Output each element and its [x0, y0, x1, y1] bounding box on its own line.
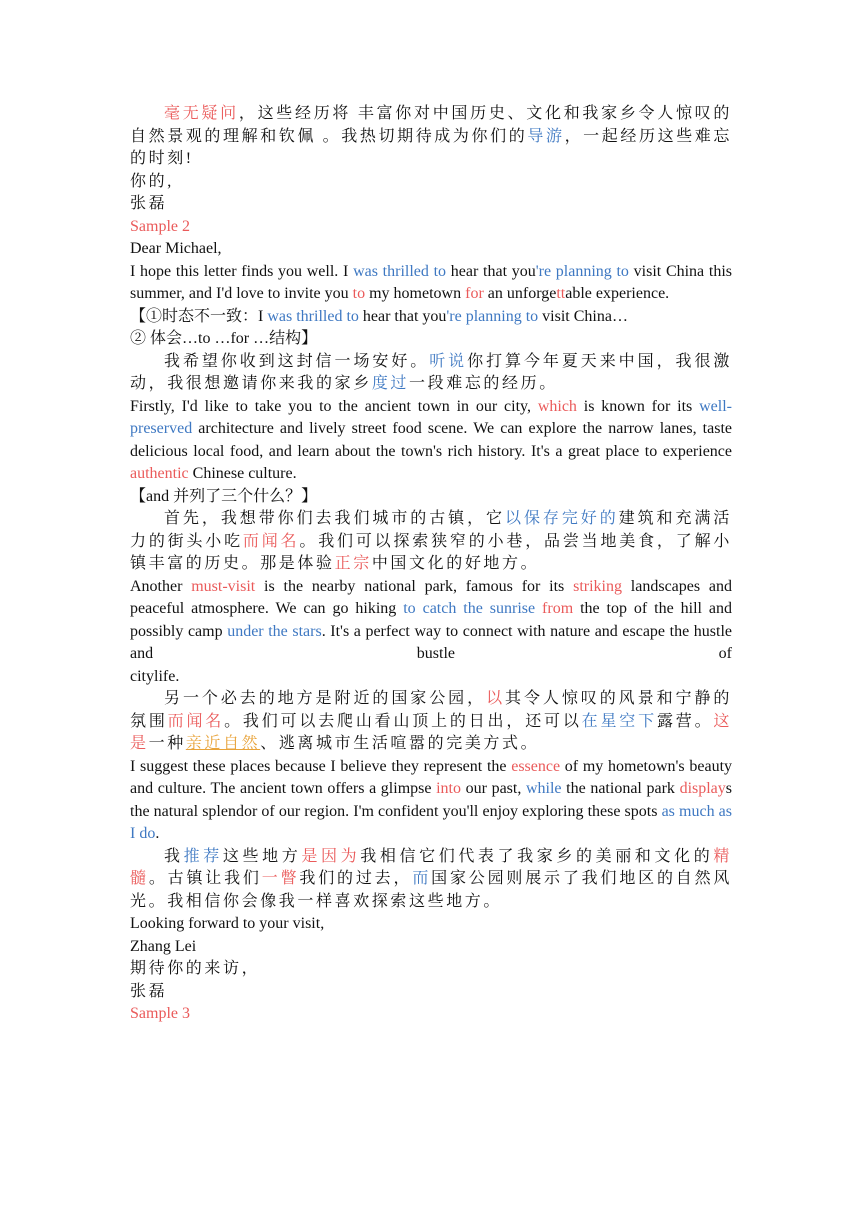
highlight-phrase: as much as I do: [130, 802, 733, 842]
text-run: 。我们可以探索狭窄的小巷，品尝当地美食，了解小镇丰富的历史。那是体验: [130, 532, 732, 572]
text-run: .: [155, 825, 160, 842]
highlight-phrase: 推荐: [183, 847, 223, 865]
highlight-phrase: 是因为: [301, 847, 361, 865]
text-run: 。我们可以去爬山看山顶上的日出，还可以: [224, 712, 582, 730]
highlight-phrase: essence: [511, 757, 561, 775]
text-run: ，一起经历这些难忘的时刻!: [130, 127, 733, 167]
text-run: 露营。: [656, 712, 714, 730]
text-run: 其令人惊叹的风景和宁静的氛围: [130, 690, 733, 730]
english-paragraph-reasons: [130, 756, 732, 846]
chinese-paragraph-conclusion: [130, 103, 732, 171]
text-run: Chinese culture.: [188, 465, 297, 482]
text-run: 国家公园则展示了我们地区的自然风光。我相信你会像我一样喜欢探索这些地方。: [130, 870, 733, 910]
text-run: our past,: [461, 780, 526, 797]
text-run: I suggest these places because I believe they represent the: [130, 757, 512, 775]
highlight-phrase: 以保存完好的: [505, 510, 619, 527]
highlight-phrase: 以: [486, 690, 506, 707]
text-run: 、逃离城市生活喧嚣的完美方式。: [260, 735, 540, 752]
text-run: visit China…: [538, 307, 628, 325]
highlight-phrase: 精髓: [130, 847, 732, 887]
highlight-phrase: 在星空下: [581, 712, 657, 730]
text-run: 你打算今年夏天来中国，我很激动，我很想邀请你来我的家乡: [130, 352, 733, 392]
closing-line: 期待你的来访，: [130, 960, 261, 977]
text-run: my hometown: [365, 285, 466, 302]
text-run: 【①时态不一致：I: [130, 307, 268, 325]
text-run: 我: [164, 847, 184, 865]
highlight-phrase: 正宗: [334, 555, 372, 572]
highlight-phrase: 而闻名: [167, 712, 225, 730]
letter-greeting: Dear Michael,: [130, 240, 222, 257]
text-run: architecture and lively street food scene. We can explore the narrow lanes, taste delicious local food, and learn about the town's rich history. It's a great place to experience: [130, 420, 732, 460]
text-run: is known for its: [576, 397, 700, 415]
signature: Zhang Lei: [130, 937, 197, 955]
highlight-phrase: 听说: [429, 352, 468, 370]
text-run: 我相信它们代表了我家乡的美丽和文化的: [360, 847, 714, 865]
highlight-phrase: while: [525, 780, 562, 797]
highlight-phrase: was thrilled to: [353, 262, 447, 280]
highlight-phrase: 亲近自然: [185, 735, 261, 752]
text-run: 一种: [148, 735, 186, 752]
text-run: is the nearby national park, famous for its: [255, 577, 574, 595]
text-run: 一段难忘的经历。: [409, 375, 558, 392]
highlight-phrase: must-visit: [191, 577, 256, 595]
text-run: hear that you: [446, 262, 536, 280]
highlight-phrase: 而闻名: [242, 532, 300, 550]
highlight-phrase: under the stars: [227, 622, 322, 640]
annotation-note: [130, 306, 732, 329]
document-page: [130, 103, 732, 1026]
text-run: 建筑和充满活力的街头小吃: [130, 510, 732, 550]
highlight-phrase: 毫无疑问: [164, 105, 239, 122]
highlight-phrase: 这是: [130, 712, 733, 752]
highlight-phrase: was thrilled to: [267, 307, 359, 325]
text-run: hear that you: [358, 307, 447, 325]
text-run: Firstly, I'd like to take you to the ancient town in our city,: [130, 397, 538, 415]
english-paragraph-park-end: citylife.: [130, 667, 180, 685]
sample-heading: Sample 3: [130, 1005, 190, 1022]
highlight-phrase: which: [537, 397, 577, 415]
highlight-phrase: 而: [412, 870, 432, 887]
signature: 张磊: [130, 195, 168, 212]
highlight-phrase: display: [679, 780, 726, 797]
closing-line: 你的,: [130, 172, 174, 190]
text-run: able experience.: [565, 285, 670, 302]
highlight-phrase: 度过: [371, 375, 410, 392]
text-run: ，这些经历将 丰富你对中国历史、文化和我家乡令人惊叹的自然景观的理解和钦佩 。我热切期待成为你们的: [130, 105, 732, 145]
chinese-translation-intro: [130, 351, 732, 396]
chinese-translation-reasons: [130, 846, 732, 914]
highlight-phrase: striking: [573, 577, 622, 595]
highlight-phrase: 导游: [527, 127, 565, 145]
chinese-translation-park: [130, 688, 732, 756]
text-run: of my hometown's beauty and culture. The ancient town offers a glimpse: [130, 757, 733, 797]
highlight-phrase: into: [436, 780, 461, 797]
text-run: 另一个必去的地方是附近的国家公园，: [164, 690, 487, 707]
text-run: visit China this summer, and I'd love to invite you: [130, 262, 732, 302]
text-run: the top of the hill and possibly camp: [130, 600, 733, 640]
annotation-note: ② 体会…to …for …结构】: [130, 330, 318, 347]
text-run: 我们的过去，: [299, 870, 413, 887]
text-run: an unforge: [483, 285, 557, 302]
highlight-phrase: authentic: [130, 465, 189, 482]
text-run: the national park: [561, 780, 680, 797]
text-run: I hope this letter finds you well. I: [130, 262, 354, 280]
english-paragraph-park: [130, 576, 732, 666]
text-run: Another: [130, 577, 192, 595]
highlight-phrase: tt: [556, 285, 566, 302]
highlight-phrase: from: [542, 600, 574, 617]
letter-closing: Looking forward to your visit,: [130, 915, 325, 932]
text-run: 中国文化的好地方。: [371, 555, 540, 572]
highlight-phrase: to catch the sunrise: [403, 600, 536, 617]
highlight-phrase: for: [465, 285, 484, 302]
text-run: landscapes and peaceful atmosphere. We can go hiking: [130, 577, 732, 617]
text-run: 首先，我想带你们去我们城市的古镇，它: [164, 510, 505, 527]
text-run: 。古镇让我们: [148, 870, 262, 887]
highlight-phrase: to: [352, 285, 366, 302]
highlight-phrase: 一瞥: [261, 870, 300, 887]
chinese-translation-town: [130, 508, 732, 576]
text-run: [535, 600, 542, 617]
english-paragraph-town: [130, 396, 732, 486]
highlight-phrase: well-preserved: [130, 397, 732, 437]
english-paragraph-intro: [130, 261, 732, 306]
text-run: s the natural splendor of our region. I'm confident you'll enjoy exploring these spots: [130, 780, 733, 820]
text-run: 这些地方: [222, 847, 302, 865]
highlight-phrase: 're planning to: [446, 307, 539, 325]
sample-heading: Sample 2: [130, 217, 190, 235]
signature: 张磊: [130, 982, 168, 1000]
annotation-note: 【and 并列了三个什么？】: [130, 487, 318, 505]
text-run: . It's a perfect way to connect with nature and escape the hustle and bustle of: [130, 622, 732, 662]
highlight-phrase: 're planning to: [535, 262, 629, 280]
text-run: 我希望你收到这封信一场安好。: [164, 352, 430, 370]
